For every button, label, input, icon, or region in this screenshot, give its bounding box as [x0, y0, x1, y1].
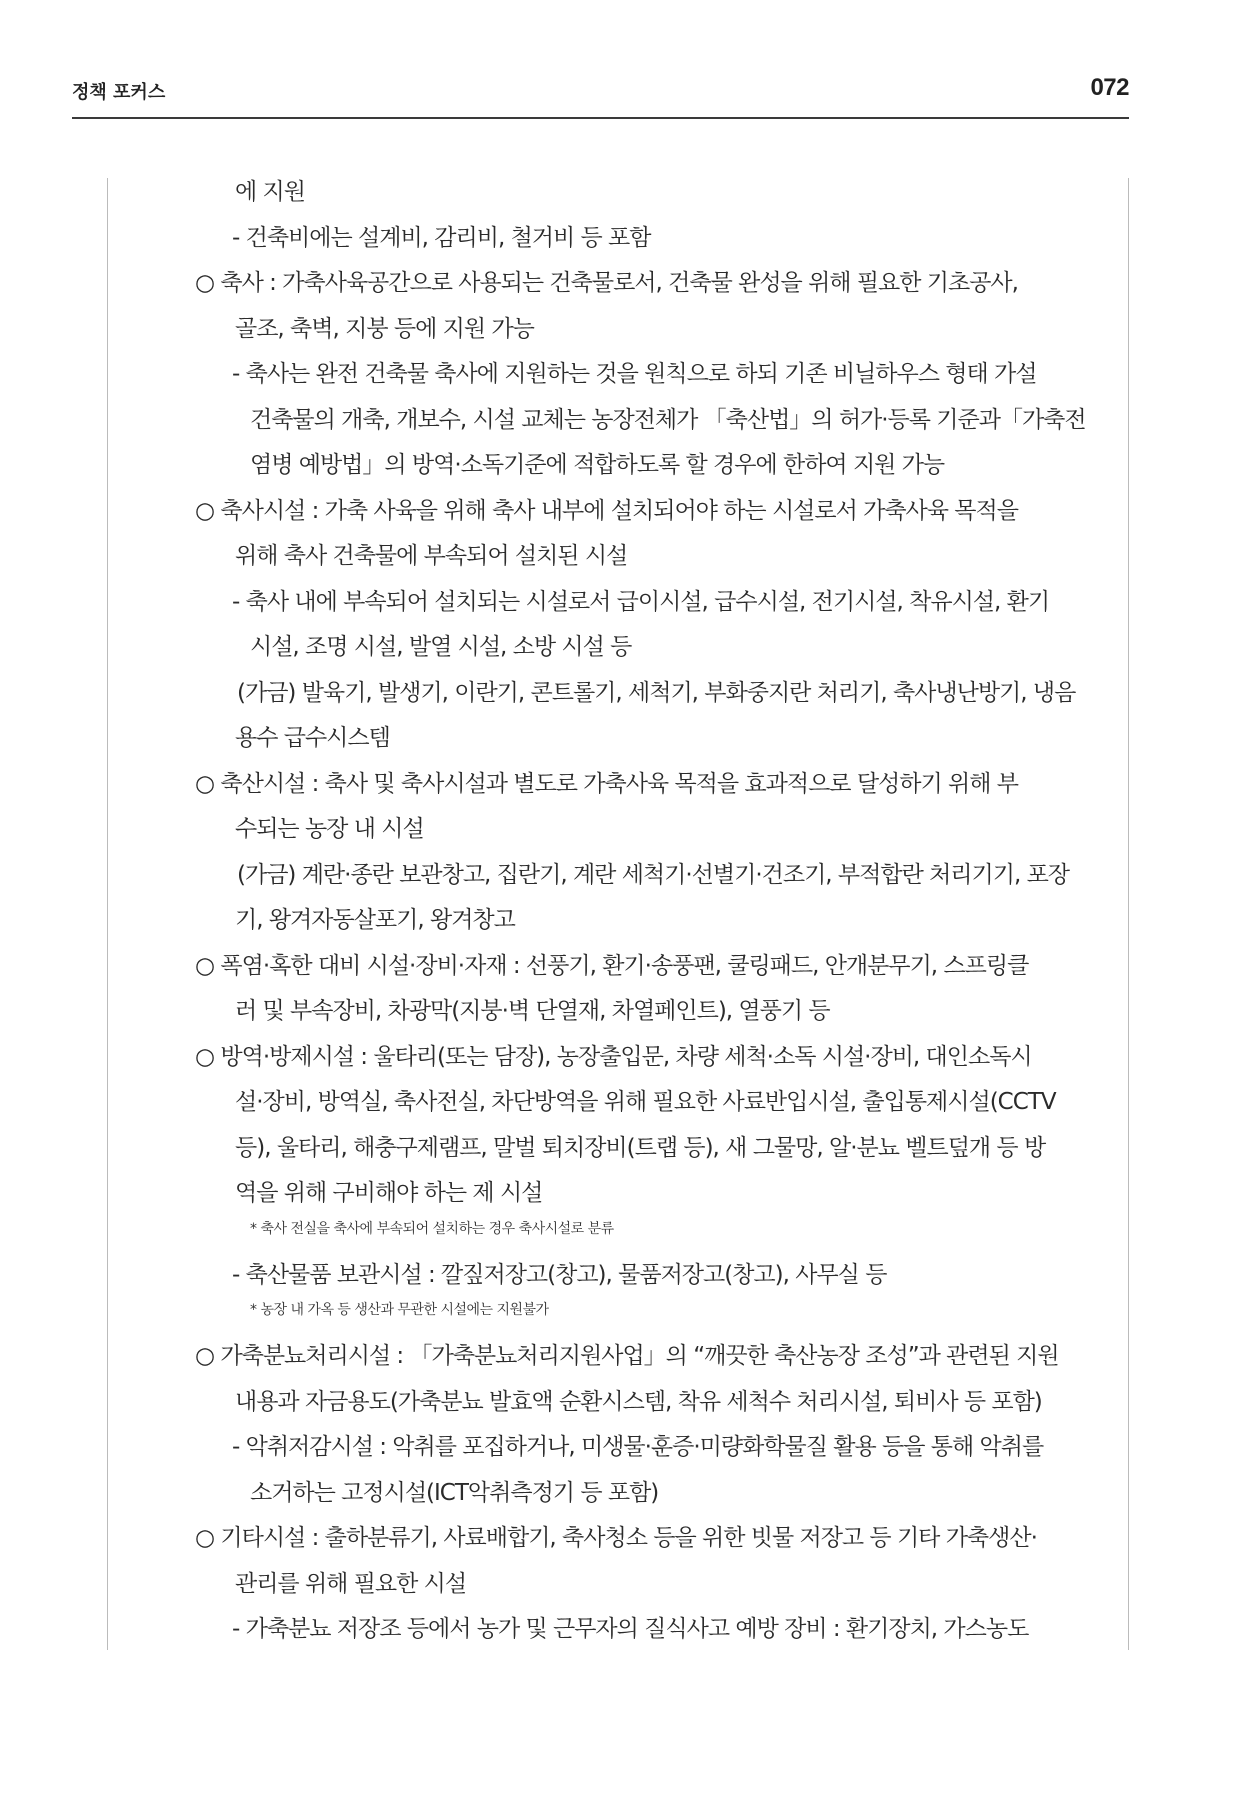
text-line: 골조, 축벽, 지붕 등에 지원 가능: [235, 315, 534, 342]
left-frame-line: [107, 178, 108, 1650]
text-line: - 축사는 완전 건축물 축사에 지원하는 것을 원칙으로 하되 기존 비닐하우스 형태 가설: [232, 361, 1037, 387]
text-line: ○ 폭염·혹한 대비 시설·장비·자재 : 선풍기, 환기·송풍팬, 쿨링패드, 안개분무기, 스프링클: [195, 952, 1029, 979]
footnote-line: * 축사 전실을 축사에 부속되어 설치하는 경우 축사시설로 분류: [250, 1220, 614, 1237]
text-line: 내용과 자금용도(가축분뇨 발효액 순환시스템, 착유 세척수 처리시설, 퇴비사 등 포함): [235, 1388, 1042, 1415]
text-line: 관리를 위해 필요한 시설: [235, 1570, 467, 1597]
section-label: 정책 포커스: [72, 82, 166, 103]
text-line: (가금) 계란·종란 보관창고, 집란기, 계란 세척기·선별기·건조기, 부적합란 처리기기, 포장: [237, 861, 1070, 888]
footnote-line: * 농장 내 가옥 등 생산과 무관한 시설에는 지원불가: [250, 1302, 549, 1318]
text-line: 기, 왕겨자동살포기, 왕겨창고: [235, 907, 515, 933]
text-line: 위해 축사 건축물에 부속되어 설치된 시설: [235, 543, 628, 569]
text-line: ○ 방역·방제시설 : 울타리(또는 담장), 농장출입문, 차량 세척·소독 시설·장비, 대인소독시: [195, 1043, 1032, 1070]
text-line: ○ 가축분뇨처리시설 : 「가축분뇨처리지원사업」의 “깨끗한 축산농장 조성”과 관련된 지원: [195, 1343, 1059, 1369]
text-line: - 건축비에는 설계비, 감리비, 철거비 등 포함: [232, 224, 651, 251]
text-line: 시설, 조명 시설, 발열 시설, 소방 시설 등: [250, 634, 632, 660]
text-line: 러 및 부속장비, 차광막(지붕·벽 단열재, 차열페인트), 열풍기 등: [235, 998, 830, 1024]
text-line: ○ 축사 : 가축사육공간으로 사용되는 건축물로서, 건축물 완성을 위해 필요한 기초공사,: [195, 270, 1018, 296]
text-line: 염병 예방법」의 방역·소독기준에 적합하도록 할 경우에 한하여 지원 가능: [250, 452, 945, 478]
text-line: 역을 위해 구비해야 하는 제 시설: [235, 1180, 543, 1206]
text-line: ○ 기타시설 : 출하분류기, 사료배합기, 축사청소 등을 위한 빗물 저장고 등 기타 가축생산·: [195, 1525, 1037, 1551]
text-line: ○ 축산시설 : 축사 및 축사시설과 별도로 가축사육 목적을 효과적으로 달성하기 위해 부: [195, 770, 1018, 797]
text-line: 건축물의 개축, 개보수, 시설 교체는 농장전체가 「축산법」의 허가·등록 기준과「가축전: [250, 406, 1086, 433]
page-header: [72, 74, 1129, 108]
text-line: 용수 급수시스템: [235, 725, 390, 751]
page-number: 072: [1090, 74, 1129, 101]
text-line: ○ 축사시설 : 가축 사육을 위해 축사 내부에 설치되어야 하는 시설로서 가축사육 목적을: [195, 497, 1018, 524]
right-frame-line: [1128, 178, 1129, 1650]
text-line: (가금) 발육기, 발생기, 이란기, 콘트롤기, 세척기, 부화중지란 처리기, 축사냉난방기, 냉음: [237, 679, 1076, 706]
text-line: - 악취저감시설 : 악취를 포집하거나, 미생물·훈증·미량화학물질 활용 등을 통해 악취를: [232, 1434, 1044, 1460]
text-line: 등), 울타리, 해충구제램프, 말벌 퇴치장비(트랩 등), 새 그물망, 알·분뇨 벨트덮개 등 방: [235, 1134, 1046, 1161]
text-line: 수되는 농장 내 시설: [235, 816, 424, 842]
body-text: [195, 170, 1095, 1653]
text-line: - 축사 내에 부속되어 설치되는 시설로서 급이시설, 급수시설, 전기시설, 착유시설, 환기: [232, 588, 1050, 615]
text-line: 설·장비, 방역실, 축사전실, 차단방역을 위해 필요한 사료반입시설, 출입통제시설(CCTV: [235, 1089, 1056, 1115]
text-line: 소거하는 고정시설(ICT악취측정기 등 포함): [250, 1479, 659, 1506]
text-line: - 가축분뇨 저장조 등에서 농가 및 근무자의 질식사고 예방 장비 : 환기장치, 가스농도: [232, 1616, 1029, 1642]
text-line: 에 지원: [235, 179, 305, 205]
header-rule: [72, 117, 1129, 119]
text-line: - 축산물품 보관시설 : 깔짚저장고(창고), 물품저장고(창고), 사무실 등: [232, 1261, 887, 1288]
